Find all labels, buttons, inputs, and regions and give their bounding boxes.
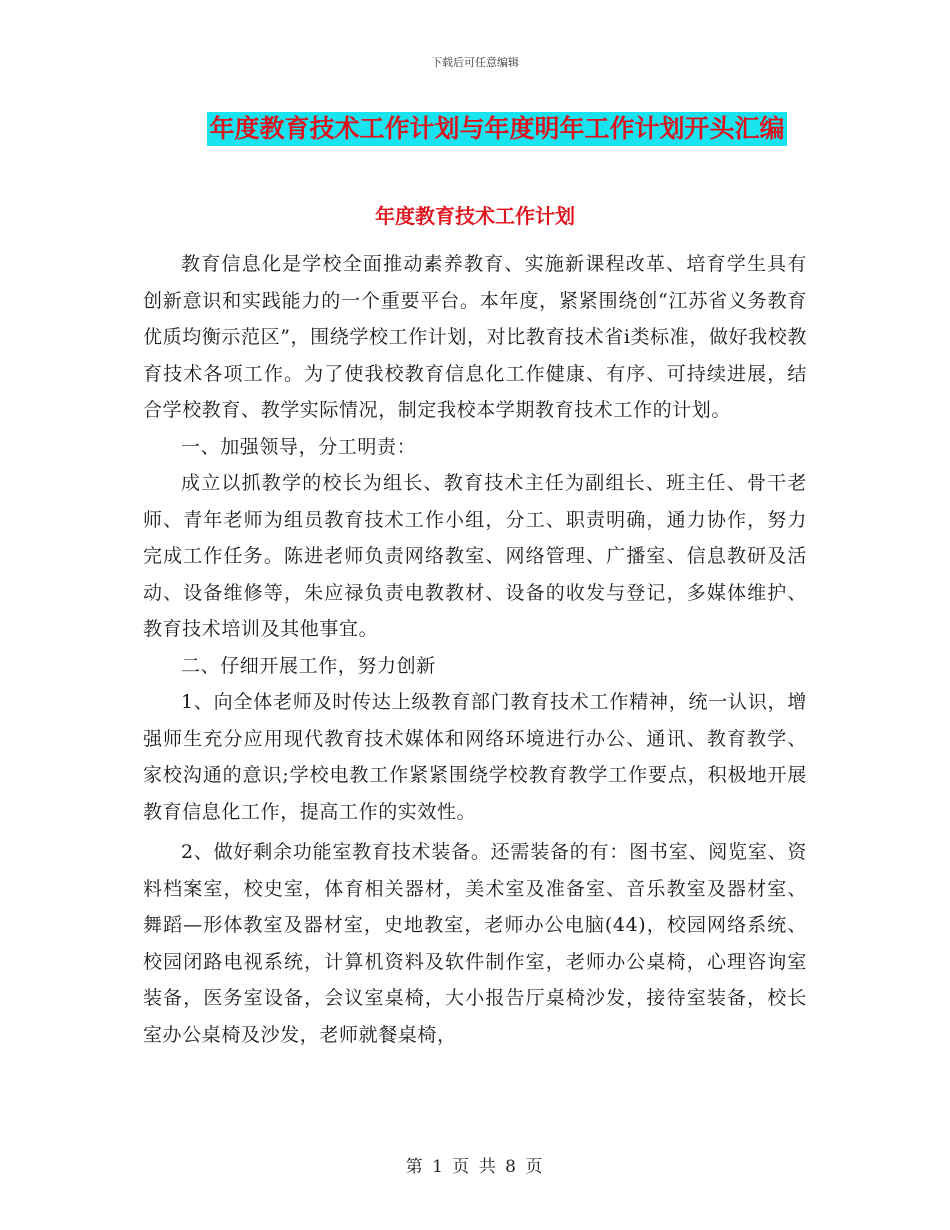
- document-body: [143, 246, 807, 1053]
- page-header-note: 下载后可任意编辑: [431, 56, 519, 69]
- heading-two: 二、仔细开展工作，努力创新: [181, 654, 436, 677]
- paragraph-leadership: 成立以抓教学的校长为组长、教育技术主任为副组长、班主任、骨干老师、青年老师为组员教育技术工作小组，分工、职责明确，通力协作，努力完成工作任务。陈进老师负责网络教室、网络管理、广播室、信息教研及活动、设备维修等，朱应禄负责电教教材、设备的收发与登记，多媒体维护、教育技术培训及其他事宜。: [143, 472, 807, 640]
- heading-one: 一、加强领导，分工明责：: [181, 435, 417, 458]
- paragraph-intro: 教育信息化是学校全面推动素养教育、实施新课程改革、培育学生具有创新意识和实践能力的一个重要平台。本年度，紧紧围绕创“江苏省义务教育优质均衡示范区”，围绕学校工作计划，对比教育技术省ⅰ类标准，做好我校教育技术各项工作。为了使我校教育信息化工作健康、有序、可持续进展，结合学校教育、教学实际情况，制定我校本学期教育技术工作的计划。: [143, 253, 807, 421]
- paragraph-item-1: 1、向全体老师及时传达上级教育部门教育技术工作精神，统一认识，增强师生充分应用现代教育技术媒体和网络环境进行办公、通讯、教育教学、家校沟通的意识;学校电教工作紧紧围绕学校教育教学工作要点，积极地开展教育信息化工作，提高工作的实效性。: [143, 691, 807, 823]
- document-main-title: 年度教育技术工作计划与年度明年工作计划开头汇编: [207, 112, 786, 146]
- main-title-container: [0, 112, 950, 146]
- paragraph-item-2: 2、做好剩余功能室教育技术装备。还需装备的有：图书室、阅览室、资料档案室，校史室，体育相关器材，美术室及准备室、音乐教室及器材室、舞蹈—形体教室及器材室，史地教室，老师办公电脑(44)，校园网络系统、校园闭路电视系统，计算机资料及软件制作室，老师办公桌椅，心理咨询室装备，医务室设备，会议室桌椅，大小报告厅桌椅沙发，接待室装备，校长室办公桌椅及沙发，老师就餐桌椅，: [143, 841, 807, 1046]
- page-footer: 第 1 页 共 8 页: [405, 1157, 545, 1177]
- section-title: 年度教育技术工作计划: [375, 204, 575, 228]
